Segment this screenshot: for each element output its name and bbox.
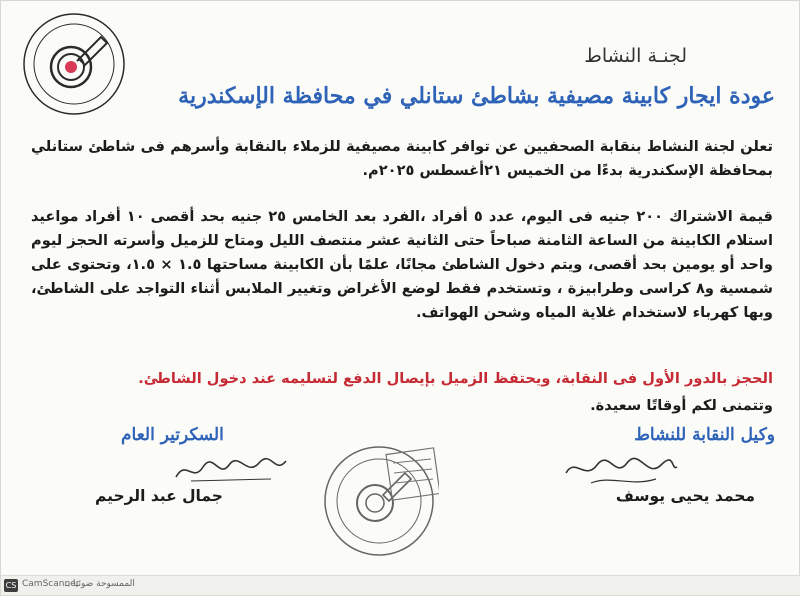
intro-paragraph: تعلن لجنة النشاط بنقابة الصحفيين عن توافر كابينة مصيفية للزملاء بالنقابة وأسرهم فى شاطئ ستانلي بمحافظة الإسكندرية بدءًا من الخميس ٢١أغسطس ٢٠٢٥م. (31, 138, 773, 179)
announcement-title: عودة ايجار كابينة مصيفية بشاطئ ستانلي في محافظة الإسكندرية (178, 83, 775, 109)
syndicate-stamp-icon (319, 441, 439, 561)
department-heading: لجنـة النشاط (584, 45, 687, 67)
camscanner-label: CamScanner (22, 579, 80, 589)
activities-deputy-signature-icon (561, 449, 681, 489)
general-secretary-signature-icon (171, 449, 291, 489)
general-secretary-title: السكرتير العام (121, 425, 224, 445)
camscanner-badge: CS (5, 581, 17, 590)
booking-notice: الحجز بالدور الأول فى النقابة، ويحتفظ الزميل بإيصال الدفع لتسليمه عند دخول الشاطئ. (138, 370, 773, 387)
camscanner-label-arabic: الممسوحة ضوئيا بـ (65, 579, 135, 589)
closing-line: وتتمنى لكم أوقاتًا سعيدة. (590, 397, 773, 414)
scanner-footer (1, 575, 800, 595)
general-secretary-name: جمال عبد الرحيم (95, 487, 223, 505)
activities-deputy-name: محمد يحيى يوسف (615, 487, 755, 505)
syndicate-logo-icon (19, 9, 129, 119)
details-paragraph: قيمة الاشتراك ٢٠٠ جنيه فى اليوم، عدد ٥ أفراد ،الفرد بعد الخامس ٢٥ جنيه بحد أقصى ١٠ أفراد مواعيد استلام الكابينة من الساعة الثامنة صباحاً حتى الثانية عشر منتصف الليل ومتاح للزميل وأسرته الحجز ليوم واحد أو يومين بحد أقصى، ويتم دخول الشاطئ مجانًا، علمًا بأن الكابينة مساحتها ١.٥ × ١.٥، وتحتوى على شمسية و٨ كراسى وطرابيزة ، وتستخدم فقط لوضع الأغراض وتغيير الملابس أثناء التواجد على الشاطئ، وبها كهرباء لاستخدام غلاية المياه وشحن الهواتف. (31, 208, 774, 321)
activities-deputy-title: وكيل النقابة للنشاط (634, 425, 775, 445)
